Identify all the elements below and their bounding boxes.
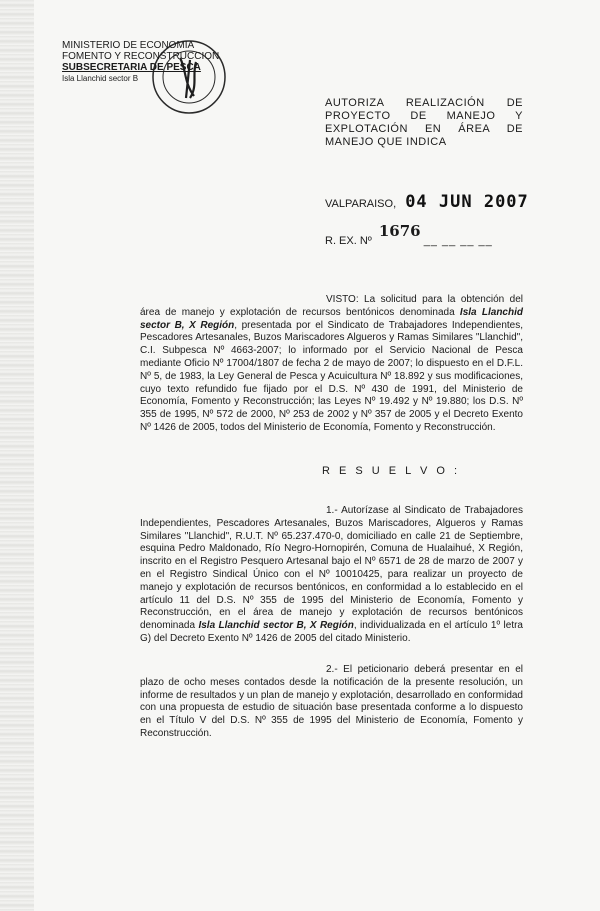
article-1-text-rest: , individualizada en el artículo 1º letra G) del Decreto Exento Nº 1426 de 2005 del citado Ministerio. bbox=[140, 620, 523, 644]
article-2 bbox=[140, 664, 523, 741]
header-fomento: FOMENTO Y RECONSTRUCCION bbox=[62, 51, 220, 62]
visto-paragraph bbox=[140, 294, 523, 435]
article-2-text: El peticionario deberá presentar en el plazo de ocho meses contados desde la notificación de la presente resolución, un informe de resultados y un plan de manejo y explotación, desarrollado en conformidad con una propuesta de estudio de situación base presentada conforme a lo dispuesto en el Título V del D.S. Nº 355 de 1995 del Ministerio de Economía, Fomento y Reconstrucción. bbox=[140, 664, 523, 739]
article-2-label: 2.- bbox=[326, 664, 338, 675]
date-stamp: 04 JUN 2007 bbox=[405, 192, 529, 212]
resuelvo-heading: R E S U E L V O : bbox=[322, 465, 461, 477]
dateline bbox=[325, 192, 545, 212]
article-1 bbox=[140, 505, 523, 646]
header-ministry: MINISTERIO DE ECONOMIA bbox=[62, 40, 195, 51]
resolution-number-line bbox=[325, 222, 525, 248]
ministry-header bbox=[62, 40, 262, 84]
visto-text: La solicitud para la obtención del área de manejo y explotación de recursos bentónicos denominada bbox=[140, 294, 523, 318]
resolution-label: R. EX. Nº bbox=[325, 235, 372, 247]
scan-edge-artifact bbox=[0, 0, 34, 911]
article-1-label: 1.- bbox=[326, 505, 338, 516]
visto-text-rest: , presentada por el Sindicato de Trabajadores Independientes, Pescadores Artesanales, Buzos Mariscadores Algueros y Ramas Similares "Llanchid", C.I. Subpesca Nº 4663-2007; lo informado por el Servicio Nacional de Pesca mediante Oficio Nº 17004/1807 de fecha 2 de mayo de 2007; lo dispuesto en el D.F.L. Nº 5, de 1983, la Ley General de Pesca y Acuicultura Nº 18.892 y sus modificaciones, cuyo texto refundido fue fijado por el D.S. Nº 430 de 1991, del Ministerio de Economía, Fomento y Reconstrucción; las Leyes Nº 19.492 y Nº 19.880; los D.S. Nº 355 de 1995, Nº 572 de 2000, Nº 253 de 2002 y Nº 357 de 2005 y el Decreto Exento Nº 1426 de 2005, todos del Ministerio de Economía, Fomento y Reconstrucción. bbox=[140, 319, 524, 433]
article-1-area-name: Isla Llanchid sector B, X Región bbox=[198, 620, 354, 632]
resolution-dashes: __ __ __ __ bbox=[423, 235, 493, 247]
visto-label: VISTO: bbox=[326, 294, 359, 305]
dateline-place: VALPARAISO, bbox=[325, 198, 397, 210]
resolution-number: 1676 bbox=[378, 222, 421, 240]
visto-area-name: Isla Llanchid sector B, X Región bbox=[140, 306, 523, 331]
header-sector: Isla Llanchid sector B bbox=[62, 74, 139, 83]
resolution-subject: AUTORIZA REALIZACIÓN DE PROYECTO DE MANEJO Y EXPLOTACIÓN EN ÁREA DE MANEJO QUE INDICA bbox=[325, 97, 523, 148]
article-1-text: Autorízase al Sindicato de Trabajadores Independientes, Pescadores Artesanales, Buzos Mariscadores, Algueros y Ramas Similares "Llanchid", R.U.T. Nº 65.237.470-0, domiciliado en calle 21 de Septiembre, esquina Pedro Maldonado, Río Negro-Hornopirén, Comuna de Hualaihué, X Región, inscrito en el Registro Pesquero Artesanal bajo el Nº 6571 de 28 de marzo de 2007 y en el Registro Sindical Único con el Nº 10010425, para realizar un proyecto de manejo y explotación de recursos bentónicos, en conformidad a lo establecido en el artículo 11 del D.S. Nº 355 de 1995 del Ministerio de Economía, Fomento y Reconstrucción, en el área de manejo y explotación de recursos bentónicos denominada bbox=[140, 505, 523, 632]
header-subsecretaria: SUBSECRETARIA DE PESCA bbox=[62, 62, 201, 73]
